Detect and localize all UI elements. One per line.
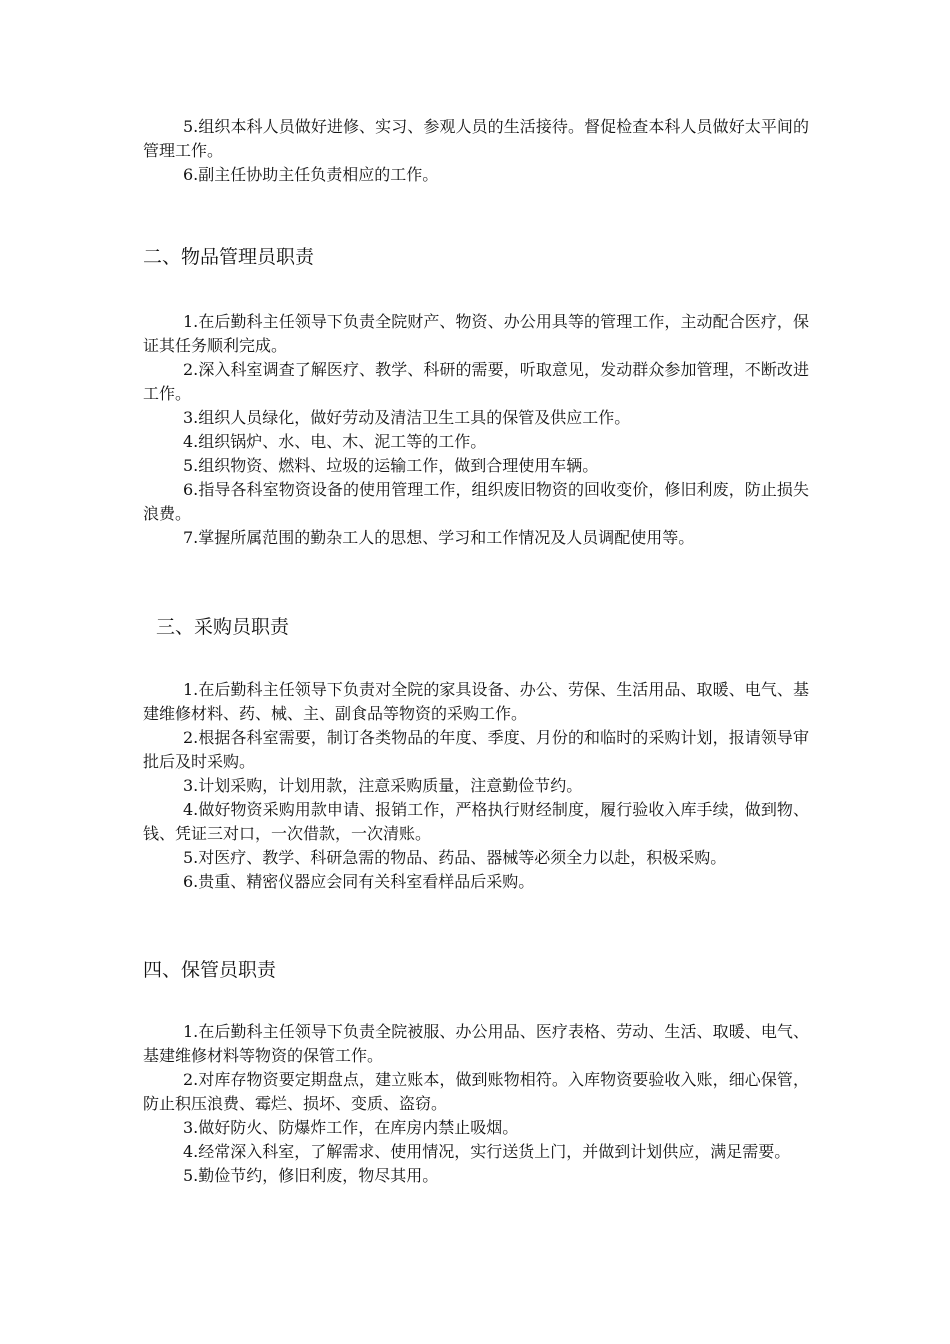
list-item: 4.做好物资采购用款申请、报销工作，严格执行财经制度，履行验收入库手续，做到物、钱、凭证三对口，一次借款，一次清账。 [143, 800, 809, 843]
list-item: 6.指导各科室物资设备的使用管理工作，组织废旧物资的回收变价，修旧利废，防止损失浪费。 [143, 480, 809, 523]
list-item: 4.组织锅炉、水、电、木、泥工等的工作。 [183, 432, 487, 451]
list-item: 5.对医疗、教学、科研急需的物品、药品、器械等必须全力以赴，积极采购。 [183, 848, 727, 867]
list-item: 1.在后勤科主任领导下负责全院财产、物资、办公用具等的管理工作，主动配合医疗，保证其任务顺利完成。 [143, 312, 809, 355]
list-item: 2.根据各科室需要，制订各类物品的年度、季度、月份的和临时的采购计划，报请领导审批后及时采购。 [143, 728, 809, 771]
intro-item-6: 6.副主任协助主任负责相应的工作。 [183, 165, 439, 184]
section-purchaser-items [143, 678, 809, 894]
list-item: 7.掌握所属范围的勤杂工人的思想、学习和工作情况及人员调配使用等。 [183, 528, 695, 547]
list-item: 3.组织人员绿化，做好劳动及清洁卫生工具的保管及供应工作。 [183, 408, 631, 427]
list-item: 1.在后勤科主任领导下负责全院被服、办公用品、医疗表格、劳动、生活、取暖、电气、基建维修材料等物资的保管工作。 [143, 1022, 809, 1065]
list-item: 5.勤俭节约，修旧利废，物尽其用。 [183, 1166, 439, 1185]
list-item: 6.贵重、精密仪器应会同有关科室看样品后采购。 [183, 872, 535, 891]
list-item: 3.做好防火、防爆炸工作，在库房内禁止吸烟。 [183, 1118, 519, 1137]
list-item: 4.经常深入科室，了解需求、使用情况，实行送货上门，并做到计划供应，满足需要。 [183, 1142, 791, 1161]
list-item: 3.计划采购，计划用款，注意采购质量，注意勤俭节约。 [183, 776, 583, 795]
section-supplies-manager-items [143, 310, 809, 550]
list-item: 2.深入科室调查了解医疗、教学、科研的需要，听取意见，发动群众参加管理，不断改进工作。 [143, 360, 809, 403]
section-heading-storekeeper: 四、保管员职责 [143, 959, 277, 981]
section-heading-purchaser: 三、采购员职责 [156, 616, 290, 638]
section-storekeeper-items [143, 1020, 809, 1188]
intro-items [143, 115, 809, 187]
section-heading-supplies-manager: 二、物品管理员职责 [143, 246, 315, 268]
list-item: 1.在后勤科主任领导下负责对全院的家具设备、办公、劳保、生活用品、取暖、电气、基建维修材料、药、械、主、副食品等物资的采购工作。 [143, 680, 809, 723]
list-item: 2.对库存物资要定期盘点，建立账本，做到账物相符。入库物资要验收入账，细心保管，防止积压浪费、霉烂、损坏、变质、盗窃。 [143, 1070, 809, 1113]
intro-item-5: 5.组织本科人员做好进修、实习、参观人员的生活接待。督促检查本科人员做好太平间的管理工作。 [143, 117, 809, 160]
list-item: 5.组织物资、燃料、垃圾的运输工作，做到合理使用车辆。 [183, 456, 599, 475]
